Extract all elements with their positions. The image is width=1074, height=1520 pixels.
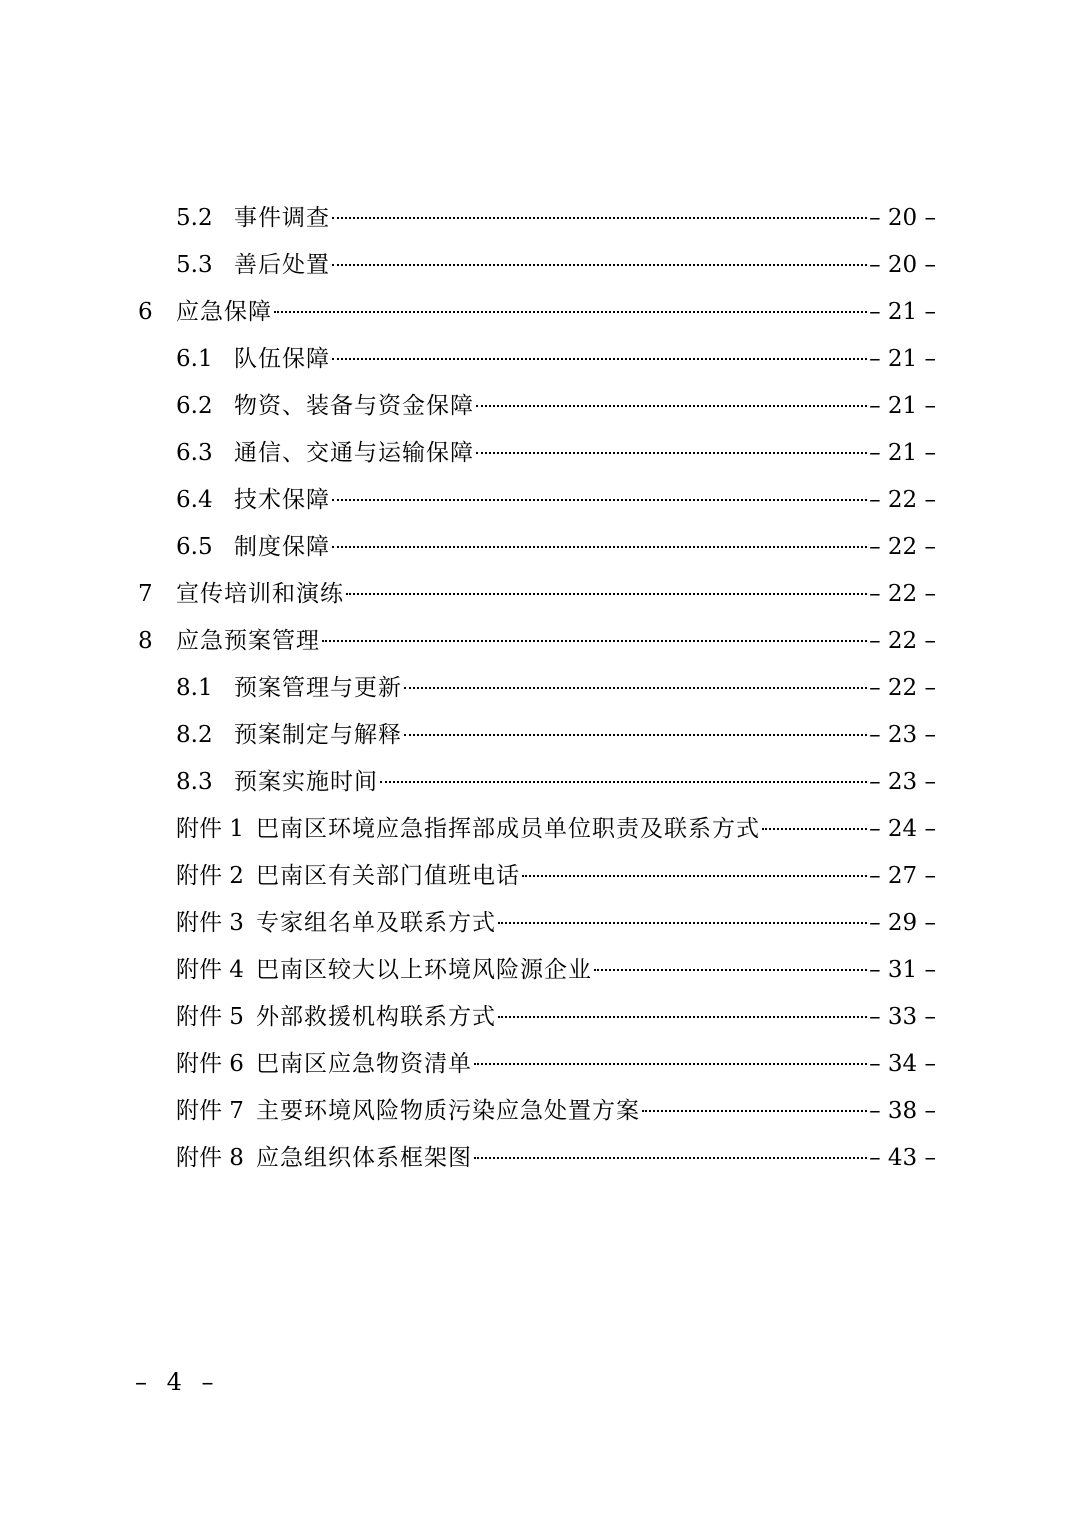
toc-entry-title: 巴南区有关部门值班电话: [255, 863, 520, 889]
toc-entry-page: – 29 –: [869, 910, 936, 936]
dot-leader: [274, 311, 867, 313]
toc-entry-number: 8.3: [176, 769, 213, 795]
toc-entry-title: 巴南区应急物资清单: [255, 1051, 472, 1077]
toc-entry-number: 6: [138, 299, 153, 325]
dot-leader: [404, 734, 867, 736]
toc-entry-title: 队伍保障: [234, 346, 330, 372]
toc-entry-page: – 21 –: [869, 440, 936, 466]
toc-entry-page: – 22 –: [869, 487, 936, 513]
toc-entry-number: 附件 7: [176, 1098, 244, 1124]
toc-entry-attachment-2: [176, 856, 936, 896]
toc-entry-number: 6.2: [176, 393, 213, 419]
dot-leader: [642, 1110, 867, 1112]
toc-entry-number: 6.1: [176, 346, 213, 372]
toc-entry-6-1: [176, 339, 936, 379]
toc-entry-number: 7: [138, 581, 153, 607]
toc-entry-page: – 22 –: [869, 675, 936, 701]
toc-entry-title: 技术保障: [234, 487, 330, 513]
toc-entry-title: 宣传培训和演练: [176, 581, 344, 607]
dot-leader: [762, 828, 867, 830]
toc-entry-number: 6.5: [176, 534, 213, 560]
dot-leader: [474, 1157, 867, 1159]
toc-entry-8: [138, 621, 936, 661]
toc-entry-5-3: [176, 245, 936, 285]
dot-leader: [332, 217, 867, 219]
toc-entry-6: [138, 292, 936, 332]
dot-leader: [498, 1016, 867, 1018]
toc-entry-page: – 22 –: [869, 628, 936, 654]
toc-entry-title: 应急预案管理: [176, 628, 320, 654]
toc-entry-page: – 38 –: [869, 1098, 936, 1124]
dot-leader: [332, 546, 867, 548]
dot-leader: [476, 452, 867, 454]
toc-entry-attachment-4: [176, 950, 936, 990]
dot-leader: [522, 875, 867, 877]
toc-entry-title: 巴南区环境应急指挥部成员单位职责及联系方式: [255, 816, 760, 842]
dot-leader: [322, 640, 867, 642]
toc-entry-title: 预案实施时间: [234, 769, 378, 795]
toc-entry-title: 通信、交通与运输保障: [234, 440, 474, 466]
toc-entry-page: – 21 –: [869, 346, 936, 372]
toc-entry-page: – 23 –: [869, 722, 936, 748]
toc-entry-attachment-7: [176, 1091, 936, 1131]
toc-entry-title: 外部救援机构联系方式: [255, 1004, 496, 1030]
dot-leader: [498, 922, 867, 924]
toc-entry-number: 6.4: [176, 487, 213, 513]
toc-entry-number: 附件 8: [176, 1145, 244, 1171]
toc-entry-title: 预案管理与更新: [234, 675, 402, 701]
toc-entry-page: – 21 –: [869, 299, 936, 325]
toc-entry-attachment-6: [176, 1044, 936, 1084]
toc-entry-attachment-8: [176, 1138, 936, 1178]
toc-entry-title: 专家组名单及联系方式: [255, 910, 496, 936]
toc-entry-title: 应急保障: [176, 299, 272, 325]
toc-entry-title: 善后处置: [234, 252, 330, 278]
toc-entry-5-2: [176, 198, 936, 238]
toc-entry-title: 主要环境风险物质污染应急处置方案: [255, 1098, 640, 1124]
toc-entry-title: 应急组织体系框架图: [255, 1145, 472, 1171]
toc-entry-6-4: [176, 480, 936, 520]
toc-entry-page: – 22 –: [869, 581, 936, 607]
toc-entry-number: 8.1: [176, 675, 213, 701]
toc-entry-page: – 20 –: [869, 205, 936, 231]
toc-entry-title: 物资、装备与资金保障: [234, 393, 474, 419]
dot-leader: [332, 499, 867, 501]
toc-entry-number: 6.3: [176, 440, 213, 466]
toc-entry-page: – 34 –: [869, 1051, 936, 1077]
toc-entry-attachment-3: [176, 903, 936, 943]
toc-entry-attachment-5: [176, 997, 936, 1037]
toc-entry-7: [138, 574, 936, 614]
toc-entry-number: 8: [138, 628, 153, 654]
toc-entry-title: 事件调查: [234, 205, 330, 231]
toc-entry-6-5: [176, 527, 936, 567]
toc-entry-page: – 31 –: [869, 957, 936, 983]
toc-entry-title: 巴南区较大以上环境风险源企业: [255, 957, 592, 983]
page-number: – 4 –: [135, 1368, 220, 1396]
dot-leader: [332, 264, 867, 266]
dot-leader: [594, 969, 867, 971]
toc-entry-6-3: [176, 433, 936, 473]
dot-leader: [346, 593, 867, 595]
dot-leader: [476, 405, 867, 407]
dot-leader: [404, 687, 867, 689]
toc-entry-page: – 43 –: [869, 1145, 936, 1171]
toc-entry-number: 附件 1: [176, 816, 244, 842]
toc-entry-page: – 33 –: [869, 1004, 936, 1030]
toc-entry-8-3: [176, 762, 936, 802]
toc-entry-number: 附件 5: [176, 1004, 244, 1030]
toc-entry-page: – 22 –: [869, 534, 936, 560]
toc-entry-number: 8.2: [176, 722, 213, 748]
toc-entry-number: 附件 4: [176, 957, 244, 983]
dot-leader: [380, 781, 867, 783]
toc-entry-number: 附件 3: [176, 910, 244, 936]
toc-entry-number: 5.2: [176, 205, 213, 231]
toc-entry-page: – 23 –: [869, 769, 936, 795]
toc-entry-6-2: [176, 386, 936, 426]
toc-entry-number: 附件 2: [176, 863, 244, 889]
toc-entry-page: – 20 –: [869, 252, 936, 278]
toc-entry-page: – 24 –: [869, 816, 936, 842]
toc-entry-title: 制度保障: [234, 534, 330, 560]
toc-entry-page: – 21 –: [869, 393, 936, 419]
dot-leader: [474, 1063, 867, 1065]
toc-entry-attachment-1: [176, 809, 936, 849]
toc-entry-8-2: [176, 715, 936, 755]
toc-entry-8-1: [176, 668, 936, 708]
toc-entry-number: 5.3: [176, 252, 213, 278]
dot-leader: [332, 358, 867, 360]
toc-entry-page: – 27 –: [869, 863, 936, 889]
toc-entry-title: 预案制定与解释: [234, 722, 402, 748]
toc-entry-number: 附件 6: [176, 1051, 244, 1077]
